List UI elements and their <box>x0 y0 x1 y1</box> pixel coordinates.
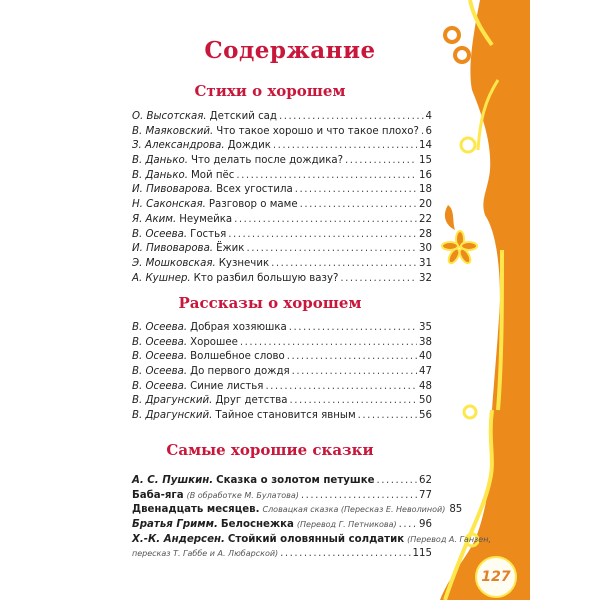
toc-entry[interactable]: Я. Аким. Неумейка ..... 22 <box>132 213 432 228</box>
toc-entry[interactable]: В. Данько. Что делать после дождика? ..... 15 <box>132 154 432 169</box>
toc-entry-continuation[interactable]: пересказ Т. Габбе и А. Любарской) ..... 115 <box>132 547 432 562</box>
toc-entry[interactable]: Э. Мошковская. Кузнечик ..... 31 <box>132 257 432 272</box>
toc-entry[interactable]: В. Драгунский. Друг детства ..... 50 <box>132 394 432 409</box>
section-title-poems: Стихи о хорошем <box>194 82 346 100</box>
toc-entry[interactable]: Братья Гримм. Белоснежка (Перевод Г. Петникова) ..... 96 <box>132 518 432 533</box>
toc-entry[interactable]: В. Осеева. Гостья ..... 28 <box>132 228 432 243</box>
toc-entry[interactable]: З. Александрова. Дождик ..... 14 <box>132 139 432 154</box>
section-title-tales: Самые хорошие сказки <box>166 441 374 459</box>
toc-entry[interactable]: Двенадцать месяцев. Словацкая сказка (Пересказ Е. Неволиной) 85 <box>132 504 463 516</box>
toc-entry[interactable]: И. Пивоварова. Всех угостила ..... 18 <box>132 183 432 198</box>
page-number-badge: 127 <box>475 556 517 598</box>
toc-entry[interactable]: И. Пивоварова. Ёжик ..... 30 <box>132 242 432 257</box>
toc-entry[interactable]: Н. Саконская. Разговор о маме ..... 20 <box>132 198 432 213</box>
page-title: Содержание <box>204 37 376 64</box>
toc-entry[interactable]: В. Драгунский. Тайное становится явным ..... 56 <box>132 409 432 424</box>
toc-poems <box>132 110 432 286</box>
toc-entry[interactable]: Баба-яга (В обработке М. Булатова) ..... 77 <box>132 489 432 504</box>
toc-entry[interactable]: В. Осеева. До первого дождя ..... 47 <box>132 365 432 380</box>
toc-entry[interactable]: В. Осеева. Синие листья ..... 48 <box>132 380 432 395</box>
toc-entry[interactable]: А. С. Пушкин. Сказка о золотом петушке ..... 62 <box>132 474 432 489</box>
toc-entry[interactable]: О. Высотская. Детский сад ..... 4 <box>132 110 432 125</box>
toc-entry[interactable]: В. Осеева. Волшебное слово ..... 40 <box>132 350 432 365</box>
toc-entry[interactable]: В. Маяковский. Что такое хорошо и что такое плохо? ..... 6 <box>132 125 432 140</box>
toc-entry[interactable]: Х.-К. Андерсен. Стойкий оловянный солдатик (Перевод А. Ганзен, <box>132 533 491 545</box>
toc-entry[interactable]: В. Осеева. Добрая хозяюшка ..... 35 <box>132 321 432 336</box>
toc-entry[interactable]: В. Данько. Мой пёс ..... 16 <box>132 169 432 184</box>
toc-entry[interactable]: А. Кушнер. Кто разбил большую вазу? ..... 32 <box>132 272 432 287</box>
toc-stories <box>132 321 432 424</box>
toc-entry[interactable]: В. Осеева. Хорошее ..... 38 <box>132 336 432 351</box>
toc-tales <box>132 474 491 562</box>
section-title-stories: Рассказы о хорошем <box>178 294 362 312</box>
